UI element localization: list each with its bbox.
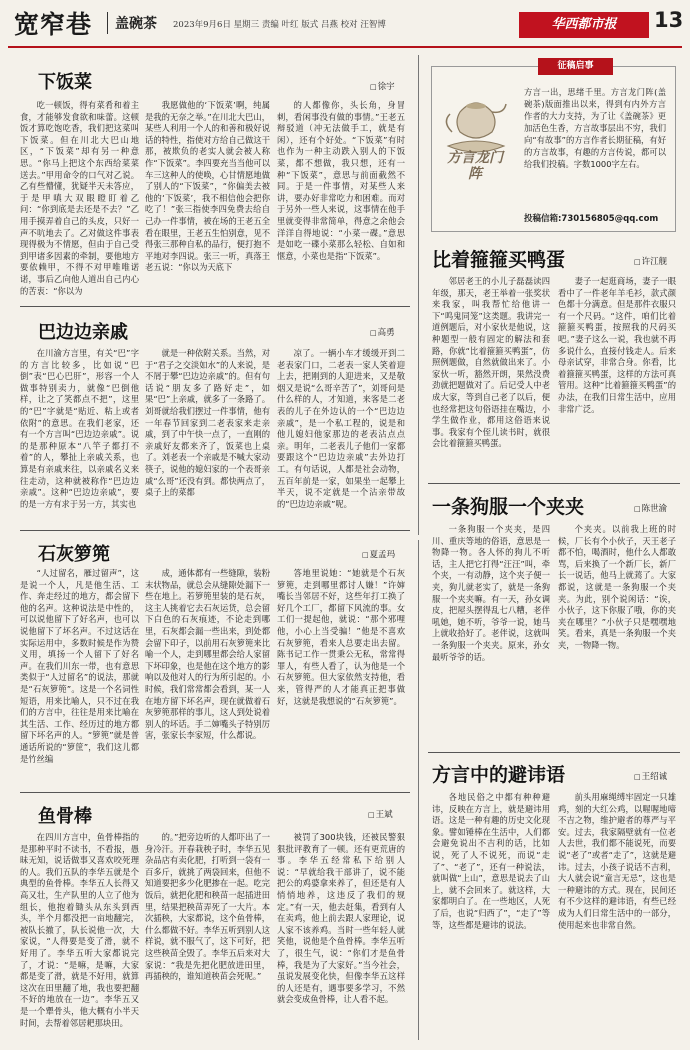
article-body-column: 成，通体都有一些缝隙，装粉末状物品，就总会从缝隙处漏下一些在地上。若箩篼里装的是石灰，这主人挑着它去石灰运货，总会留下白色的石灰痕迹，不论走到哪里，石灰都会漏一些出来，到处都会留下印子，以前用石灰箩篼来比喻一个人，走到哪里都会给人家留下坏印象，也是他在这个地方的影响以及他对人的行为所引起的。小时候，我们常常都会看到，某一人在地方留下坏名声，现在就做着石灰箩篼那样的事儿，这人到处说着别人的坏话。手二婶嘴头子特别厉害，张家长李家短，什么都说。 xyxy=(145,568,270,741)
issue-meta: 2023年9月6日 星期三 责编 叶红 版式 吕燕 校对 汪智博 xyxy=(173,20,386,30)
masthead xyxy=(0,0,690,48)
article-author: □ 王绍诚 xyxy=(634,770,667,782)
article-title: 方言中的避讳语 xyxy=(432,764,566,786)
masthead-divider xyxy=(107,12,108,34)
article-body-column: 的。”把旁边听的人都吓出了一身冷汗。开春栽秧子时，李华五见杂品店有卖化肥，打听到一袋有一百多斤，就挑了两袋回来，但他不知道要把多少化肥掺在一起。吃完饭后，就把化肥和秧苗一起插进田里，结果把秧苗弄死了一大片。本次插秧，大家都说，这个鱼骨棒，什么都做不好。李华五听到别人这样说，就不服气了，这下可好，把这些秧苗全毁了。李华五后来对大家说：“我是先把化肥放进田里，再插秧的，谁知道秧苗会死呢。” xyxy=(145,832,270,982)
masthead-rule xyxy=(8,46,682,48)
article-body-column: 在川渝方言里，有关“巴”字的方言比较多，比如说“巴倒”表“巴心巴肝”，形容一个人做事特别卖力，就像“巴倒他样，让之了笑都点不把”，这里的“巴”字就是“贴近、粘上或者依附”的意思。在我们老家，还有一个方言叫“巴边边亲戚”。说的是那种原本“八竿子都打不着”的人，攀扯上亲戚关系，也算是有亲戚来往，以亲戚名义来往走动，这种就被称作“巴边边亲戚”。这种“巴边边亲戚”，要的是一方有求于另一方，其实也 xyxy=(20,348,139,509)
submission-email: 投稿信箱:730156805@qq.com xyxy=(524,214,659,224)
article-body-column: 被罚了300块钱，还被民警狠狠批评教育了一顿。还有更荒唐的事。李华五经常私下给别人说：“早就给我干部讲了，说不能把公的鸡婆拿来养了，但还是有人悄悄地养，这违反了我们的规定。”有一天，他去赶集，看到有人在卖鸡，他上前去跟人家理论，说人家不该养鸡。当时一些年轻人就笑他，说他是个鱼骨棒。李华五听了，很生气，说：“你们才是鱼骨棒，我是为了大家好。”当今社会，虽说发展变化快，但像李华五这样的人还是有，遇事要多学习，不然就会变成鱼骨棒，让人看不起。 xyxy=(277,832,405,1005)
article-author: □ 陈世渝 xyxy=(634,502,667,514)
call-for-papers-tab: 征稿启事 xyxy=(538,58,613,75)
article-body-column: “人过留名，雁过留声”，这是说一个人，凡是他生活、工作、奔走经过的地方，都会留下他的名声。这种说法是中性的，可以说他留下了好名声，也可以说他留下了坏名声。不过这话在实际运用中，多数时候是作为赞义用，填扬一个人留下了好名声。在我们川东一带，也有意思类似于“人过留名”的说法，那就是“石灰箩篼”。这是一个名词性短语，用来比喻人，只不过在我们的方言中，往往是用来比喻在其生活、工作、经历过的地方都留下坏名声的人。“箩篼”就是普通话所说的“箩筐”，我们这儿都是竹丝编 xyxy=(20,568,139,764)
article-body-column: 的人都像你，头长角，身冒刺，看闲事没有做的事情。”王老五辩驳道（冲无法做手工，就是有闲），还有个好处。“下饭菜”有时也作为一种主动跌入别人的下饭菜，都不想做，我只想，还有一种“下饭菜”，意思与前面截然不同。于是一件事情，对某些人来讲，要办好非常吃力和困难。而对于另外一些人来说，这事情在他手里就变得非常简单，得意之余他会洋洋自得地说：“小菜一碟。”意思是如吃一碟小菜那么轻松、自如和惬意，小菜也是指“下饭菜”。 xyxy=(277,100,405,261)
article-title: 鱼骨棒 xyxy=(38,806,92,827)
column-logo-text: 方言龙门阵 xyxy=(447,150,503,182)
article-body-column: 前头用麻绳缚牢固定一只雄鸡，刻的大红公鸡，以喔喔地啼不吉之物，维护避者的尊严与平安。过去，我家隔壁就有一位老人去世，我们都不能说死，而要说“老了”或者“走了”，这就是避讳。过去，小孩子说话不吉利，大人就会说“童言无忌”，这也是一种避讳的方式。现在，民间还有不少这样的避讳语，有些已经成为人们日常生活中的一部分，使用起来也非常自然。 xyxy=(558,792,676,930)
article-author: □ 王斌 xyxy=(368,808,393,820)
article-body-column: 我愿做他的‘下饭菜’啊，纯属是我的无奈之举。”在川北大巴山，某些人利用一个人的和善和极好说话的特性，指使对方给自己做这干那，被欺负的老实人就会被人称作“下饭菜”。李四要充当当他可以车三这种人的使唤，心甘情愿地做了别人的“下饭菜”，“你偏美去被他的‘下饭菜’，我不相信他会把你吃了！”张三指使李四免费去给自己办一件事情，被在场的王老五全看在眼里，王老五生怕别意，见不得张三那种自私的品行，便打抱不平地对李四说。张三一听，真落王老五说：“你以为天底下 xyxy=(145,100,270,273)
column-divider xyxy=(418,540,419,1040)
article-body-column: 答地里说她：“她就是个石灰箩篼，走到哪里都讨人嫌！”许婶嘴长当邻居不好，这些年打工换了好几个工厂，都留下风流的事。女工们一提起他，就说：“那个邪哩他，小心上当受骗！”他是不喜欢石灰箩篼，看来人总要走出去留。陈书记工作一贯秉公无私，常常得罪人，有些人看了，认为他是一个石灰箩篼。但大家依然支持他，看来，管得严的人才能真正把事做好，这就是我想说的“石灰箩篼”。 xyxy=(277,568,405,706)
section-rule xyxy=(20,792,410,793)
article-title: 一条狗服一个夹夹 xyxy=(432,496,585,518)
section-rule xyxy=(20,306,410,307)
article-body-column: 邻居老王的小儿子磊磊读四年级，那天，老王举着一张奖状来我家，叫我帮忙给他讲一下“鸣鬼同笼”这类题。我讲完一道例题后，对小家伙是他说，这种题型一般有固定的解法和套路，你就“比着箍箍买鸭蛋”，仿照例题做，自然就做出来了。小家伙一听，豁然开朗，果然没费劲就把题做对了。后记受人中老成大家，等到自己老了以后，便也经常把这句俗语挂在嘴边，小学生做作业，都用这俗语来说事。我家有个侄儿读书时，就很会比着箍箍买鸭蛋。 xyxy=(432,276,550,449)
article-body-column: 妻子一起逛商场，妻子一眼看中了一件老年羊毛衫，款式颜色都十分满意。但是那件衣服只有一个尺码。“这件，咱们比着箍箍买鸭蛋，按照我的尺码买吧。”妻子这么一说，我也就不再多说什么，直接付钱走人。后来母亲试穿，非常合身。你看，比着箍箍买鸭蛋，这样的方法可真管用。这种“比着箍箍买鸭蛋”的办法，在我们日常生活中，应用非常广泛。 xyxy=(558,276,676,414)
article-title: 石灰箩篼 xyxy=(38,544,110,565)
call-for-papers-text: 方言一出，思绪千里。方言龙门阵(盖碗茶)版面推出以来，得到有内外方言作者的大力支持，为了让《盖碗茶》更加活色生香，方言故事层出不穷，我们向“有故事”的方言作者长期征稿，有好的方言故事，有趣的方言传说，都可以给我们投稿。字数1000字左右。 xyxy=(524,87,666,169)
article-body-column: 就是一种依附关系。当然，对于“君子之交淡如水”的人来说，是不屑于攀“巴边边亲戚”的。但有句话说“朋友多了路好走”，如果“巴”上亲戚，就多了一条路了。刘哥就给我们摆过一件事情，他有一年春节回家到二老表家来走亲戚，到了中午快一点了，一直刚的亲戚好友都来齐了，饭菜也上桌了。刘老表一个亲戚是不喊大家动筷子，说他的媳妇家的一个表哥亲戚“么哥”还没有到。都快两点了，桌子上的菜都 xyxy=(145,348,270,498)
section-rule xyxy=(20,530,410,531)
article-body-column: 各地民俗之中都有种种避讳，反映在方言上，就是避讳用语。这是一种有趣的历史文化现象。譬如锤棒在生活中，人们都会避免说出不吉利的话，比如说，死了人不说死，而说“走了”、“老了”，还有一种说法，就叫做“上山”，意思是说去了山上，就不会回来了。就这样，大家都明白了。在一些地区，人死了后，也说“归西了”，“走了”等等，这些都是避讳的说法。 xyxy=(432,792,550,930)
article-body-column: 凉了。一辆小车才缓缓开到二老表家门口，二老表一家人笑着迎上去，把刚到的人迎进来，又是敬烟又是说“么哥辛苦了”，刘哥问是什么样的人，才知道，来客是二老表的儿子在外边认的一个“巴边边亲戚”，是一个私工程的，说是和他儿媳妇他家那边的老表沾点点亲。明年，二老表儿子他们一家都要跟这个“巴边边亲戚”去外边打工。有句话说，人都是社会动物，五百年前是一家，如果坐一起攀上半天，说不定就是一个沾亲带故的“巴边边亲戚”呢。 xyxy=(277,348,405,509)
article-author: □ 许江舰 xyxy=(634,255,667,267)
article-title: 比着箍箍买鸭蛋 xyxy=(432,249,566,271)
article-author: □ 徐宇 xyxy=(370,80,395,92)
article-body-column: 在四川方言中，鱼骨棒指的是那种平时不读书，不看报，愚昧无知，说话做事又喜欢咬死理的人。我们五队的李华五就是个典型的鱼骨棒。李华五人长得又高又壮，生产队里的人立了他为组长，他抱着锄头从东头到西头，半个月都没把一亩地翻完，被队长撤了，队长说他一次，大家说，“人得要是变了滑，就不好用了。李华五听大家都说完了，才说：“是嘛，是嘛，大家都是变了滑，就是不好用，就算这次在田里翻了地，我也要把翻不好的地放在一边”。李华五又是一个犟骨头，他大概有小半天时间，去帮着邻居耙那块田。 xyxy=(20,832,139,1028)
article-author: □ 夏孟玛 xyxy=(362,548,395,560)
article-author: □ 高勇 xyxy=(370,326,395,338)
page-number: 13 xyxy=(654,8,684,32)
section-rule xyxy=(428,752,680,753)
article-body-column: 吃一顿饭，得有菜肴和着主食，才能够发食欲和味蕾。这顿饭才算吃饱吃香，我们把这菜叫下饭菜。但在川北大巴山地区，“下饭菜”却有另一种意思。“你马上把这个东西给菜菜送去。”甲用命令的口气对乙说。乙有些懵懂，犹疑半天未答应，于是甲嗔大双眼瞪盯着乙问：“你到底是去还是不去？”乙用手摸弄着自己的头皮，只好一声不吭地去了。乙对做这件事表现得极为不情愿，但由于自己受到甲诸多因素的牵制，要他地方要依赖甲，不得不对甲唯唯诺诺，事后乙向他人道出自己内心的苦衷：“你以为 xyxy=(20,100,139,296)
column-divider xyxy=(418,55,419,535)
article-title: 巴边边亲戚 xyxy=(38,322,128,343)
newspaper-logo: 华西都市报 xyxy=(519,12,649,38)
section-rule xyxy=(428,483,680,484)
article-body-column: 个夹夹。以前我上班的时候，厂长有个小伙子，天王老子都不怕，喝酒时，他什么人都敢骂，后来换了一个新厂长，新厂长一说话，他马上就蔫了。大家都说，这就是一条狗服一个夹夹。为此，别个说闲话：“诶，小伙子，这下你服了哦，你的夹夹在哪里？”小伙子只是嘿嘿地笑。看来，真是一条狗服一个夹夹，一物降一物。 xyxy=(558,524,676,650)
section-subtitle: 盖碗茶 xyxy=(115,16,157,32)
article-body-column: 一条狗服一个夹夹，是四川、重庆等地的俗语，意思是一物降一物。各人怀的狗儿不听话，主人把它打得“汪汪”叫，牵个夹，一有动静，这个夹子便一夹，狗儿就老实了，就是一条狗服一个夹夹嘛。有一天，孙女调皮，把屋头摆得乱七八糟，老伴吼她，她不听，爷爷一说，她马上就收拾好了。老伴说，这就叫一条狗服一个夹夹。原来，孙女最听爷爷的话。 xyxy=(432,524,550,662)
article-title: 下饭菜 xyxy=(38,72,92,93)
section-title: 宽窄巷 xyxy=(14,10,93,39)
